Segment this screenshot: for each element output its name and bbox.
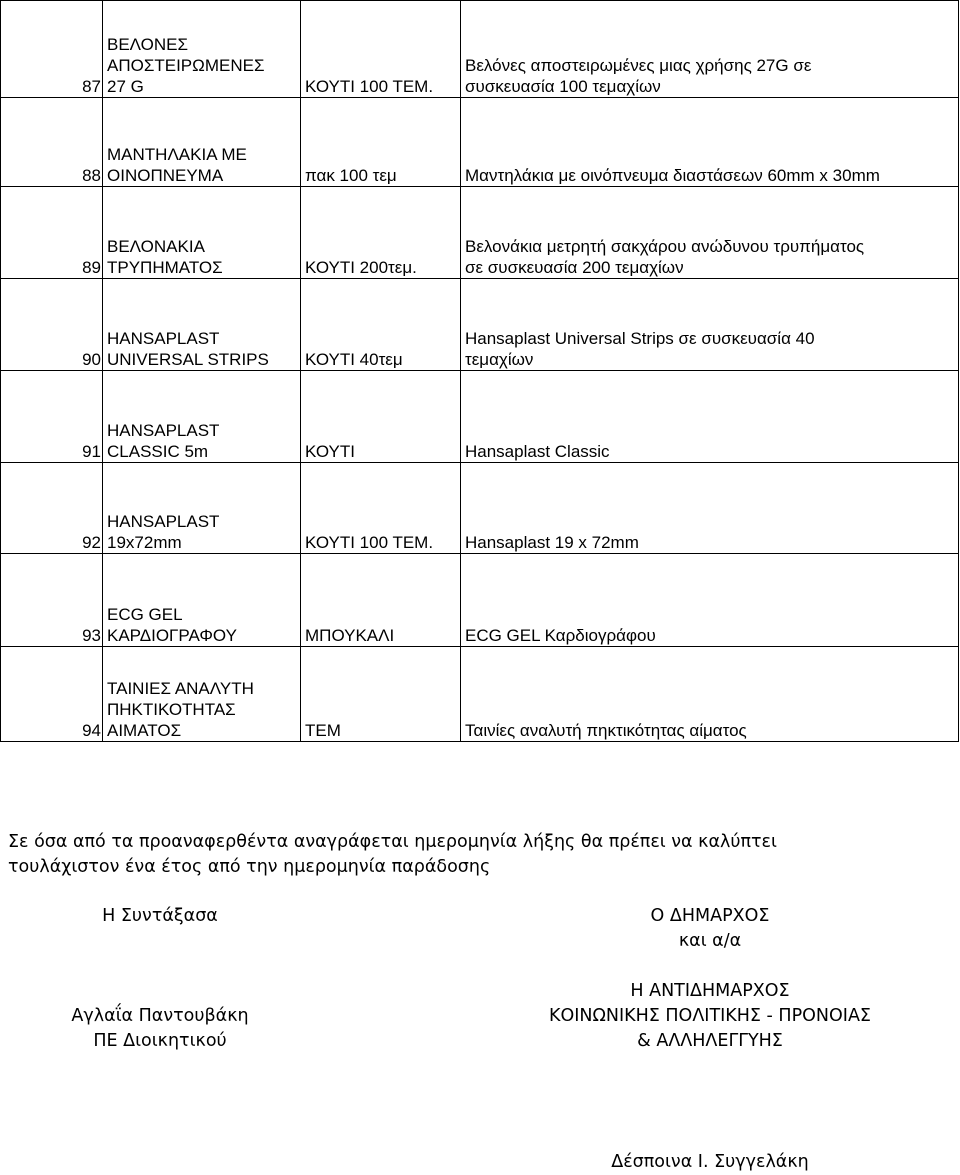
item-name: ΒΕΛΟΝΕΣ ΑΠΟΣΤΕΙΡΩΜΕΝΕΣ 27 G <box>103 1 301 98</box>
item-description: ECG GEL Καρδιογράφου <box>461 554 959 647</box>
item-packaging: ΚΟΥΤΙ <box>301 371 461 463</box>
item-name: ECG GEL ΚΑΡΔΙΟΓΡΑΦΟΥ <box>103 554 301 647</box>
item-number: 92 <box>1 463 103 554</box>
composer-role: Η Συντάξασα <box>102 906 218 926</box>
item-name: ΜΑΝΤΗΛΑΚΙΑ ΜΕ ΟΙΝΟΠΝΕΥΜΑ <box>103 98 301 187</box>
item-description: Βελόνες αποστειρωμένες μιας χρήσης 27G σε συσκευασία 100 τεμαχίων <box>461 1 959 98</box>
item-description: Βελονάκια μετρητή σακχάρου ανώδυνου τρυπήματος σε συσκευασία 200 τεμαχίων <box>461 187 959 279</box>
item-description: Μαντηλάκια με οινόπνευμα διαστάσεων 60mm x 30mm <box>461 98 959 187</box>
table-row <box>1 647 959 742</box>
table-row <box>1 98 959 187</box>
right-signature-block <box>490 904 930 1054</box>
left-signature-block <box>40 904 280 1054</box>
table-row <box>1 1 959 98</box>
table-row <box>1 279 959 371</box>
item-description: Hansaplast Classic <box>461 371 959 463</box>
spacer <box>40 954 280 979</box>
spacer <box>490 954 930 979</box>
table-row <box>1 463 959 554</box>
mayor-subrole: και α/α <box>678 931 742 951</box>
item-number: 94 <box>1 647 103 742</box>
item-number: 91 <box>1 371 103 463</box>
item-name: HANSAPLAST UNIVERSAL STRIPS <box>103 279 301 371</box>
item-number: 90 <box>1 279 103 371</box>
item-number: 93 <box>1 554 103 647</box>
item-packaging: ΚΟΥΤΙ 40τεμ <box>301 279 461 371</box>
item-number: 87 <box>1 1 103 98</box>
item-packaging: ΚΟΥΤΙ 100 ΤΕΜ. <box>301 463 461 554</box>
deputy-mayor-role: Η ΑΝΤΙΔΗΜΑΡΧΟΣ <box>630 981 790 1001</box>
item-number: 88 <box>1 98 103 187</box>
item-packaging: ΜΠΟΥΚΑΛΙ <box>301 554 461 647</box>
item-packaging: ΤΕΜ <box>301 647 461 742</box>
department-line-1: ΚΟΙΝΩΝΙΚΗΣ ΠΟΛΙΤΙΚΗΣ - ΠΡΟΝΟΙΑΣ <box>549 1006 871 1026</box>
table-row <box>1 371 959 463</box>
spacer <box>40 929 280 954</box>
item-packaging: πακ 100 τεμ <box>301 98 461 187</box>
item-name: ΤΑΙΝΙΕΣ ΑΝΑΛΥΤΗ ΠΗΚΤΙΚΟΤΗΤΑΣ ΑΙΜΑΤΟΣ <box>103 647 301 742</box>
item-name: ΒΕΛΟΝΑΚΙΑ ΤΡΥΠΗΜΑΤΟΣ <box>103 187 301 279</box>
department-line-2: & ΑΛΛΗΛΕΓΓΥΗΣ <box>637 1031 783 1051</box>
item-packaging: ΚΟΥΤΙ 200τεμ. <box>301 187 461 279</box>
item-description: Hansaplast 19 x 72mm <box>461 463 959 554</box>
item-description: Hansaplast Universal Strips σε συσκευασία 40 τεμαχίων <box>461 279 959 371</box>
table-row <box>1 187 959 279</box>
mayor-role: Ο ΔΗΜΑΡΧΟΣ <box>650 906 770 926</box>
table-row <box>1 554 959 647</box>
item-name: HANSAPLAST CLASSIC 5m <box>103 371 301 463</box>
composer-name: Αγλαΐα Παντουβάκη <box>71 1006 249 1026</box>
composer-title: ΠΕ Διοικητικού <box>93 1031 227 1051</box>
spacer <box>40 979 280 1004</box>
deputy-mayor-name: Δέσποινα Ι. Συγγελάκη <box>611 1152 809 1172</box>
item-packaging: ΚΟΥΤΙ 100 ΤΕΜ. <box>301 1 461 98</box>
item-number: 89 <box>1 187 103 279</box>
item-name: HANSAPLAST 19x72mm <box>103 463 301 554</box>
item-description: Ταινίες αναλυτή πηκτικότητας αίματος <box>461 647 959 742</box>
expiry-note: Σε όσα από τα προαναφερθέντα αναγράφεται ημερομηνία λήξης θα πρέπει να καλύπτει τουλάχιστον ένα έτος από την ημερομηνία παράδοσης <box>8 832 777 877</box>
